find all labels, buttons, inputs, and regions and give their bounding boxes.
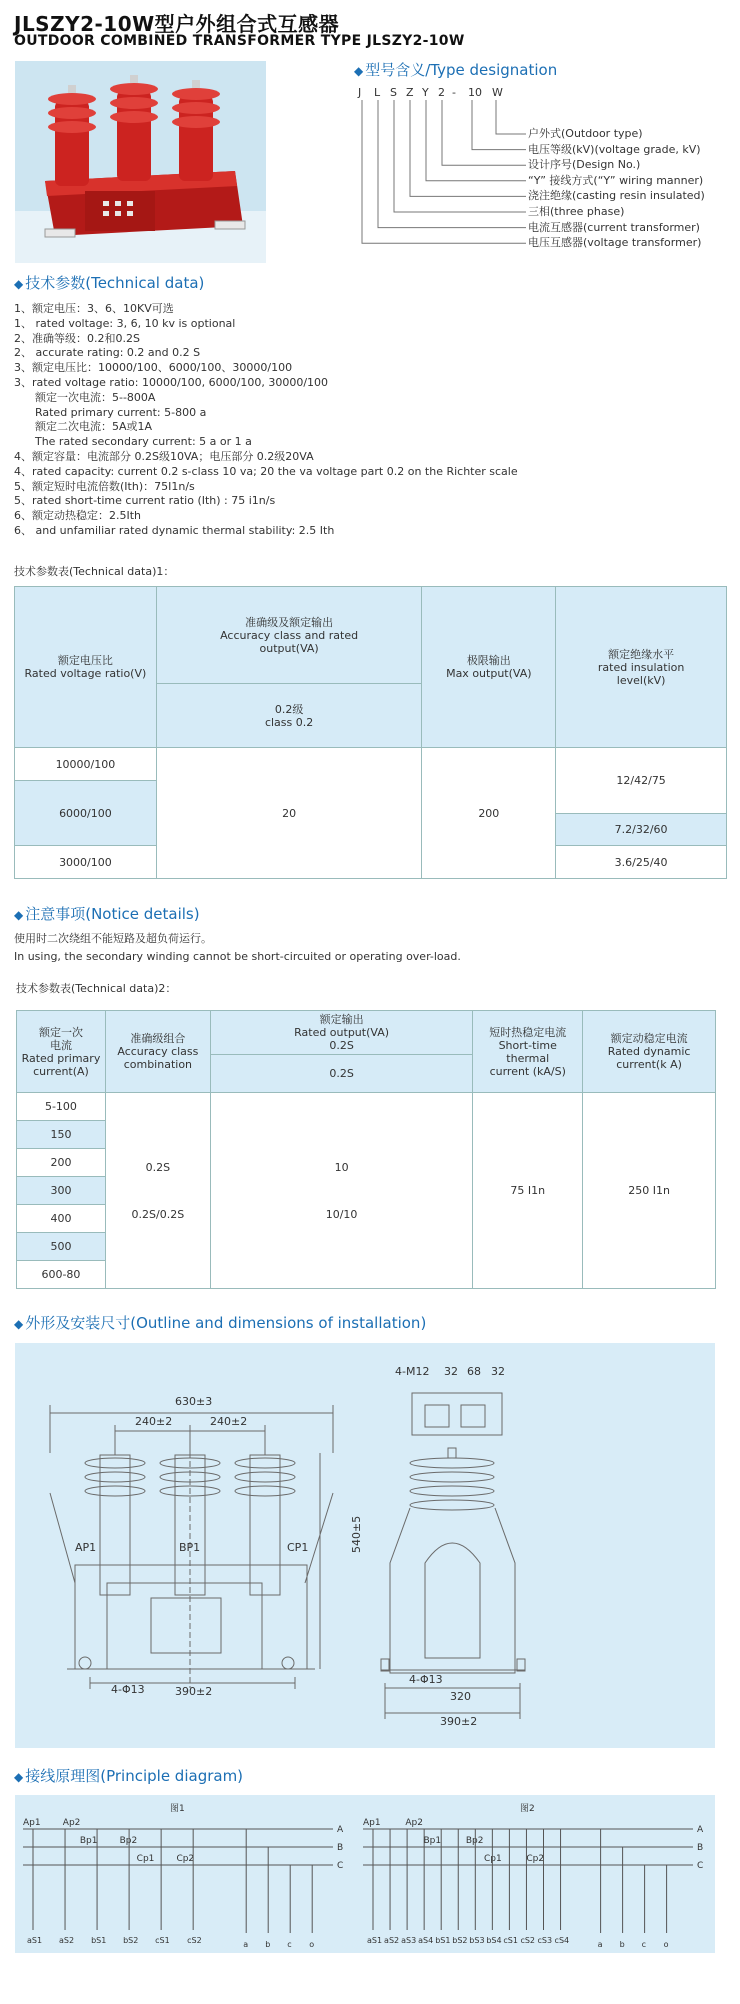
diamond-bullet-icon: ◆: [14, 277, 24, 291]
output-terminal-label: a: [597, 1940, 603, 1949]
table-cell: 150: [17, 1121, 106, 1149]
bus-label: C: [337, 1861, 344, 1871]
header-max-output: 极限输出 Max output(VA): [422, 587, 556, 748]
type-code-letter: Y: [422, 86, 429, 99]
output-terminal-label: b: [265, 1940, 271, 1949]
leader-line: [378, 100, 526, 228]
table2-caption: 技术参数表(Technical data)2：: [16, 982, 177, 995]
technical-data-line: 2、准确等级：0.2和0.2S: [14, 331, 140, 345]
type-code-letter: L: [374, 86, 381, 99]
technical-data-line: Rated primary current: 5-800 a: [14, 405, 207, 419]
secondary-terminal-label: aS3: [401, 1936, 417, 1945]
leader-line: [426, 100, 526, 181]
output-terminal-label: c: [641, 1940, 647, 1949]
type-designation-heading: [354, 59, 557, 80]
header-voltage-ratio: 额定电压比 Rated voltage ratio(V): [15, 587, 157, 748]
type-code-letter: 2: [438, 86, 445, 99]
technical-data-line: 1、 rated voltage: 3, 6, 10 kv is optional: [14, 316, 236, 330]
figure-title: 图1: [170, 1804, 185, 1814]
dim-holes-side: 4-Φ13: [409, 1673, 443, 1686]
table1-caption: 技术参数表(Technical data)1：: [14, 565, 175, 578]
dim-terminal: 4-M12: [395, 1365, 430, 1378]
output-terminal-label: o: [309, 1940, 315, 1949]
primary-terminal-label: Ap2: [62, 1818, 81, 1828]
table-cell: 500: [17, 1233, 106, 1261]
output-terminal-label: a: [243, 1940, 249, 1949]
technical-data-line: 5、rated short-time current ratio (Ith) : 75 i1n/s: [14, 494, 276, 508]
dim-base-front: 390±2: [175, 1685, 213, 1698]
bus-label: C: [697, 1861, 704, 1871]
leader-line: [442, 100, 526, 165]
primary-terminal-label: Bp1: [423, 1836, 442, 1846]
type-designation-item: 设计序号(Design No.): [528, 158, 641, 172]
table-cell: 600-80: [17, 1261, 106, 1289]
table-cell: 5-100: [17, 1093, 106, 1121]
leader-line: [496, 100, 526, 134]
product-photo: [15, 61, 266, 263]
table-cell: 7.2/32/60: [556, 814, 727, 846]
outline-title: 外形及安装尺寸(Outline and dimensions of installation): [25, 1314, 427, 1332]
secondary-terminal-label: cS3: [537, 1936, 553, 1945]
technical-data-line: 5、额定短时电流倍数(Ith)：75I1n/s: [14, 479, 195, 493]
primary-terminal-label: Bp2: [465, 1836, 484, 1846]
leader-line: [362, 100, 526, 243]
secondary-terminal-label: aS1: [367, 1936, 383, 1945]
leader-line: [410, 100, 526, 196]
secondary-terminal-label: bS3: [469, 1936, 485, 1945]
type-designation-item: 电压等级(kV)(voltage grade, kV): [528, 142, 701, 156]
side-view-drawing: [381, 1393, 525, 1719]
table-cell: 250 I1n: [583, 1093, 716, 1289]
table-cell: 12/42/75: [556, 748, 727, 814]
primary-terminal-label: Cp2: [526, 1854, 545, 1864]
dim-base-side: 390±2: [440, 1715, 478, 1728]
header-accuracy: 准确级及额定输出 Accuracy class and rated output(VA): [156, 587, 422, 684]
notice-heading: [14, 903, 200, 924]
page-title: JLSZY2-10W型户外组合式互感器: [14, 12, 340, 36]
secondary-terminal-label: bS4: [486, 1936, 502, 1945]
technical-table-1: [14, 586, 727, 879]
header-insulation: 额定绝缘水平 rated insulation level(kV): [556, 587, 727, 748]
table-cell: 10000/100: [15, 748, 157, 781]
table-cell: 0.2S 0.2S/0.2S: [105, 1093, 210, 1289]
secondary-terminal-label: cS1: [155, 1936, 170, 1945]
table-cell: 20: [156, 748, 422, 879]
dim-base-side-inner: 320: [450, 1690, 471, 1703]
secondary-terminal-label: cS2: [520, 1936, 536, 1945]
terminal-bp1: BP1: [179, 1541, 201, 1554]
type-code-letter: -: [452, 86, 456, 99]
type-designation-item: 户外式(Outdoor type): [528, 127, 643, 140]
output-terminal-label: b: [619, 1940, 625, 1949]
leader-line: [394, 100, 526, 212]
type-designation-item: 三相(three phase): [528, 204, 625, 218]
secondary-terminal-label: cS2: [187, 1936, 202, 1945]
output-terminal-label: c: [287, 1940, 292, 1949]
page-subtitle: OUTDOOR COMBINED TRANSFORMER TYPE JLSZY2-10W: [14, 33, 465, 49]
secondary-terminal-label: bS1: [435, 1936, 451, 1945]
type-designation-title: 型号含义/Type designation: [365, 61, 558, 79]
table-cell: 6000/100: [15, 781, 157, 846]
principle-diagram-panel: [15, 1795, 715, 1953]
dim-spacing-1: 240±2: [135, 1415, 173, 1428]
secondary-terminal-label: cS1: [503, 1936, 518, 1945]
diamond-bullet-icon: ◆: [354, 64, 364, 78]
secondary-terminal-label: bS2: [123, 1936, 139, 1945]
technical-data-line: 3、rated voltage ratio: 10000/100, 6000/100, 30000/100: [14, 375, 329, 389]
notice-line-cn: 使用时二次绕组不能短路及超负荷运行。: [14, 932, 212, 945]
technical-data-line: 3、额定电压比：10000/100、6000/100、30000/100: [14, 361, 293, 375]
technical-data-title: 技术参数(Technical data): [25, 274, 205, 292]
table-cell: 10 10/10: [210, 1093, 473, 1289]
primary-terminal-label: Ap2: [405, 1818, 423, 1828]
primary-terminal-label: Cp1: [484, 1854, 502, 1864]
type-designation-item: 浇注绝缘(casting resin insulated): [528, 189, 705, 203]
secondary-terminal-label: aS4: [418, 1936, 434, 1945]
type-code-letter: Z: [406, 86, 414, 99]
technical-data-line: 额定二次电流：5A或1A: [14, 420, 153, 434]
primary-terminal-label: Ap1: [363, 1818, 381, 1828]
dim-overall-width: 630±3: [175, 1395, 213, 1408]
diamond-bullet-icon: ◆: [14, 1317, 24, 1331]
notice-title: 注意事项(Notice details): [25, 905, 200, 923]
bus-label: B: [697, 1843, 704, 1853]
type-code-letter: 10: [468, 86, 482, 99]
technical-data-line: 额定一次电流：5--800A: [14, 390, 156, 404]
secondary-terminal-label: bS1: [91, 1936, 107, 1945]
dim-t2: 68: [467, 1365, 481, 1378]
table-cell: 400: [17, 1205, 106, 1233]
bus-label: B: [337, 1843, 344, 1853]
header-0-2s: 0.2S: [210, 1055, 473, 1093]
technical-data-line: 6、额定动热稳定：2.5Ith: [14, 509, 142, 523]
table-cell: 75 I1n: [473, 1093, 583, 1289]
primary-terminal-label: Bp1: [79, 1836, 98, 1846]
header-short-time: 短时热稳定电流 Short-time thermal current (kA/S): [473, 1011, 583, 1093]
type-designation-item: 电压互感器(voltage transformer): [528, 236, 702, 250]
output-terminal-label: o: [663, 1940, 669, 1949]
technical-data-line: 6、 and unfamiliar rated dynamic thermal stability: 2.5 Ith: [14, 523, 335, 537]
technical-data-line: 1、额定电压：3、6、10KV可选: [14, 302, 174, 315]
notice-line-en: In using, the secondary winding cannot be short-circuited or operating over-load.: [14, 950, 461, 963]
type-designation-item: “Y” 接线方式(“Y” wiring manner): [528, 173, 704, 187]
dim-t1: 32: [444, 1365, 458, 1378]
type-code-letter: J: [358, 86, 362, 99]
bus-label: A: [697, 1825, 704, 1835]
primary-terminal-label: Cp2: [176, 1854, 195, 1864]
header-dynamic: 额定动稳定电流 Rated dynamic current(k A): [583, 1011, 716, 1093]
secondary-terminal-label: cS4: [554, 1936, 570, 1945]
type-code-letter: W: [492, 86, 503, 99]
technical-data-line: 2、 accurate rating: 0.2 and 0.2 S: [14, 346, 201, 360]
primary-terminal-label: Bp2: [119, 1836, 138, 1846]
terminal-cp1: CP1: [287, 1541, 309, 1554]
header-class-0-2: 0.2级 class 0.2: [156, 684, 422, 748]
dim-height: 540±5: [350, 1515, 363, 1553]
diamond-bullet-icon: ◆: [14, 1770, 24, 1784]
principle-heading: [14, 1765, 243, 1786]
figure-title: 图2: [520, 1804, 535, 1814]
type-designation-item: 电流互感器(current transformer): [528, 220, 700, 234]
header-primary-current: 额定一次 电流 Rated primary current(A): [17, 1011, 106, 1093]
secondary-terminal-label: aS2: [384, 1936, 400, 1945]
table-cell: 300: [17, 1177, 106, 1205]
primary-terminal-label: Ap1: [23, 1818, 41, 1828]
dim-holes-front: 4-Φ13: [111, 1683, 145, 1696]
secondary-terminal-label: aS1: [27, 1936, 43, 1945]
dim-spacing-2: 240±2: [210, 1415, 248, 1428]
type-code-letter: S: [390, 86, 397, 99]
outline-drawing-panel: [15, 1343, 715, 1748]
secondary-terminal-label: bS2: [452, 1936, 468, 1945]
diamond-bullet-icon: ◆: [14, 908, 24, 922]
technical-data-line: 4、rated capacity: current 0.2 s-class 10 va; 20 the va voltage part 0.2 on the Richter scale: [14, 464, 518, 478]
type-designation-list: [528, 126, 738, 251]
primary-terminal-label: Cp1: [136, 1854, 155, 1864]
principle-title: 接线原理图(Principle diagram): [25, 1767, 244, 1785]
technical-data-list: [14, 302, 714, 539]
table-cell: 3000/100: [15, 846, 157, 879]
table-cell: 200: [422, 748, 556, 879]
header-accuracy-combination: 准确级组合 Accuracy class combination: [105, 1011, 210, 1093]
table-cell: 200: [17, 1149, 106, 1177]
technical-data-line: 4、额定容量：电流部分 0.2S级10VA；电压部分 0.2级20VA: [14, 449, 314, 463]
secondary-terminal-label: aS2: [59, 1936, 75, 1945]
technical-data-heading: [14, 272, 204, 293]
technical-table-2: [16, 1010, 716, 1289]
outline-heading: [14, 1312, 426, 1333]
bus-label: A: [337, 1825, 344, 1835]
table-cell: 3.6/25/40: [556, 846, 727, 879]
technical-data-line: The rated secondary current: 5 a or 1 a: [14, 435, 252, 449]
header-rated-output: 额定输出 Rated output(VA) 0.2S: [210, 1011, 473, 1055]
leader-line: [472, 100, 526, 150]
dim-t3: 32: [491, 1365, 505, 1378]
terminal-ap1: AP1: [75, 1541, 97, 1554]
